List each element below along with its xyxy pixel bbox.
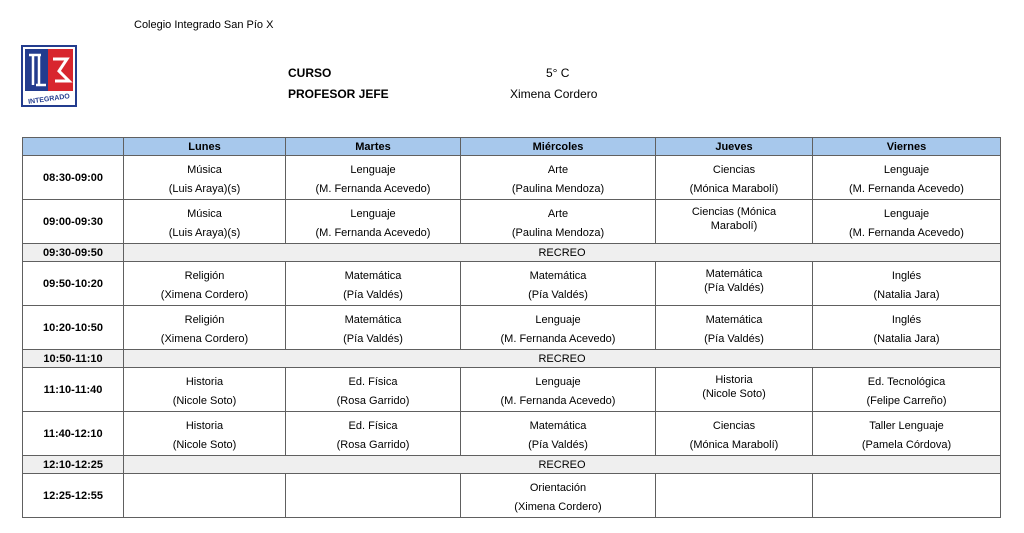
subject-name bbox=[286, 474, 460, 479]
subject-name: Inglés bbox=[891, 270, 922, 282]
time-slot: 12:10-12:25 bbox=[23, 456, 124, 474]
class-cell bbox=[656, 368, 813, 412]
teacher-name: (Pía Valdés) bbox=[343, 333, 403, 345]
subject-name: Música bbox=[187, 164, 222, 176]
lesson-row bbox=[23, 368, 1001, 412]
class-cell bbox=[813, 474, 1001, 518]
teacher-name: (Pía Valdés) bbox=[528, 439, 588, 451]
header-row bbox=[23, 138, 1001, 156]
class-cell bbox=[461, 306, 656, 350]
teacher-name: (Mónica Marabolí) bbox=[689, 183, 779, 195]
lesson-row bbox=[23, 412, 1001, 456]
corner-cell bbox=[23, 138, 124, 156]
day-header: Viernes bbox=[813, 138, 1001, 156]
subject-name: Lenguaje bbox=[535, 314, 581, 326]
class-cell bbox=[813, 156, 1001, 200]
subject-name: Lenguaje bbox=[883, 164, 930, 176]
day-header: Martes bbox=[286, 138, 461, 156]
class-cell bbox=[286, 156, 461, 200]
class-cell bbox=[813, 262, 1001, 306]
class-cell bbox=[813, 368, 1001, 412]
teacher-name: (M. Fernanda Acevedo) bbox=[500, 333, 616, 345]
subject-name: Lenguaje bbox=[350, 208, 396, 220]
teacher-name: (Luis Araya)(s) bbox=[168, 183, 241, 195]
class-cell bbox=[286, 412, 461, 456]
school-name: Colegio Integrado San Pío X bbox=[134, 19, 274, 31]
teacher-value: Ximena Cordero bbox=[510, 87, 598, 101]
recess-label: RECREO bbox=[124, 350, 1001, 368]
class-cell bbox=[656, 262, 813, 306]
teacher-name: (Mónica Marabolí) bbox=[689, 439, 779, 451]
class-cell bbox=[461, 156, 656, 200]
time-slot: 12:25-12:55 bbox=[23, 474, 124, 518]
time-slot: 08:30-09:00 bbox=[23, 156, 124, 200]
teacher-name: (Rosa Garrido) bbox=[336, 395, 410, 407]
subject-name: Lenguaje bbox=[350, 164, 396, 176]
teacher-name: (M. Fernanda Acevedo) bbox=[315, 183, 431, 195]
time-slot: 09:30-09:50 bbox=[23, 244, 124, 262]
class-cell bbox=[124, 306, 286, 350]
time-slot: 09:00-09:30 bbox=[23, 200, 124, 244]
class-cell bbox=[656, 200, 813, 244]
teacher-name: (Rosa Garrido) bbox=[336, 439, 410, 451]
teacher-name: (Pía Valdés) bbox=[704, 333, 764, 345]
subject-name: Matemática bbox=[705, 268, 763, 280]
subject-name: Ed. Tecnológica bbox=[867, 376, 946, 388]
recess-label: RECREO bbox=[124, 456, 1001, 474]
class-cell bbox=[461, 262, 656, 306]
teacher-name: (Nicole Soto) bbox=[172, 395, 237, 407]
subject-name: Historia bbox=[185, 376, 224, 388]
class-cell bbox=[124, 474, 286, 518]
class-cell bbox=[124, 200, 286, 244]
course-value: 5° C bbox=[546, 66, 570, 80]
subject-name: Ciencias bbox=[712, 420, 756, 432]
teacher-name: (Nicole Soto) bbox=[702, 388, 766, 400]
subject-name: Lenguaje bbox=[535, 376, 581, 388]
class-cell bbox=[286, 306, 461, 350]
time-slot: 11:10-11:40 bbox=[23, 368, 124, 412]
subject-name: Historia bbox=[185, 420, 224, 432]
class-cell bbox=[124, 412, 286, 456]
teacher-name: (Natalia Jara) bbox=[873, 289, 940, 301]
schedule-table bbox=[22, 137, 1001, 518]
teacher-name: (M. Fernanda Acevedo) bbox=[849, 227, 964, 239]
subject-name bbox=[656, 474, 812, 479]
subject-name: Orientación bbox=[529, 482, 587, 494]
subject-name: Ed. Física bbox=[348, 376, 398, 388]
class-cell bbox=[656, 474, 813, 518]
teacher-name: (Pía Valdés) bbox=[704, 282, 764, 294]
subject-name: Ed. Física bbox=[348, 420, 398, 432]
subject-name: Inglés bbox=[891, 314, 922, 326]
teacher-name: (Pamela Córdova) bbox=[861, 439, 952, 451]
class-cell bbox=[124, 262, 286, 306]
day-header: Jueves bbox=[656, 138, 813, 156]
class-cell bbox=[461, 200, 656, 244]
teacher-name: (Pía Valdés) bbox=[528, 289, 588, 301]
recess-label: RECREO bbox=[124, 244, 1001, 262]
day-header: Lunes bbox=[124, 138, 286, 156]
subject-name: Ciencias (Mónica bbox=[691, 206, 777, 218]
class-cell bbox=[813, 306, 1001, 350]
teacher-name: (M. Fernanda Acevedo) bbox=[315, 227, 431, 239]
day-header: Miércoles bbox=[461, 138, 656, 156]
subject-name: Arte bbox=[547, 208, 569, 220]
subject-name: Matemática bbox=[344, 314, 402, 326]
subject-name: Historia bbox=[715, 374, 753, 386]
recess-row bbox=[23, 350, 1001, 368]
lesson-row bbox=[23, 306, 1001, 350]
class-cell bbox=[286, 474, 461, 518]
svg-text:INTEGRADO: INTEGRADO bbox=[27, 93, 71, 106]
time-slot: 10:50-11:10 bbox=[23, 350, 124, 368]
class-cell bbox=[124, 368, 286, 412]
lesson-row bbox=[23, 474, 1001, 518]
teacher-name: (Felipe Carreño) bbox=[866, 395, 947, 407]
subject-name: Matemática bbox=[529, 270, 587, 282]
recess-row bbox=[23, 456, 1001, 474]
lesson-row bbox=[23, 156, 1001, 200]
teacher-name: (Paulina Mendoza) bbox=[511, 227, 605, 239]
subject-name: Matemática bbox=[344, 270, 402, 282]
class-cell bbox=[656, 306, 813, 350]
time-slot: 11:40-12:10 bbox=[23, 412, 124, 456]
subject-name: Música bbox=[187, 208, 222, 220]
subject-name: Religión bbox=[184, 314, 225, 326]
class-cell bbox=[286, 368, 461, 412]
time-slot: 09:50-10:20 bbox=[23, 262, 124, 306]
subject-name bbox=[813, 474, 1000, 479]
subject-name: Ciencias bbox=[712, 164, 756, 176]
class-cell bbox=[656, 412, 813, 456]
class-cell bbox=[286, 262, 461, 306]
teacher-label: PROFESOR JEFE bbox=[288, 87, 389, 101]
class-cell bbox=[461, 474, 656, 518]
class-cell bbox=[286, 200, 461, 244]
class-cell bbox=[461, 368, 656, 412]
teacher-name: (Luis Araya)(s) bbox=[168, 227, 241, 239]
subject-name: Lenguaje bbox=[883, 208, 930, 220]
time-slot: 10:20-10:50 bbox=[23, 306, 124, 350]
teacher-name: (M. Fernanda Acevedo) bbox=[849, 183, 964, 195]
recess-row bbox=[23, 244, 1001, 262]
teacher-name: (Natalia Jara) bbox=[873, 333, 940, 345]
class-cell bbox=[461, 412, 656, 456]
course-label: CURSO bbox=[288, 66, 332, 80]
class-cell bbox=[813, 412, 1001, 456]
subject-name: Arte bbox=[547, 164, 569, 176]
teacher-name: (Nicole Soto) bbox=[172, 439, 237, 451]
teacher-name: (Pía Valdés) bbox=[343, 289, 403, 301]
subject-name: Taller Lenguaje bbox=[869, 420, 944, 432]
subject-name: Religión bbox=[184, 270, 225, 282]
class-cell bbox=[813, 200, 1001, 244]
subject-name: Matemática bbox=[529, 420, 587, 432]
teacher-name: (Ximena Cordero) bbox=[160, 333, 249, 345]
subject-name bbox=[124, 474, 285, 479]
subject-name: Matemática bbox=[705, 314, 763, 326]
lesson-row bbox=[23, 200, 1001, 244]
lesson-row bbox=[23, 262, 1001, 306]
class-cell bbox=[124, 156, 286, 200]
teacher-name: (M. Fernanda Acevedo) bbox=[500, 395, 616, 407]
school-logo bbox=[21, 45, 77, 107]
teacher-name: (Paulina Mendoza) bbox=[511, 183, 605, 195]
teacher-name: Marabolí) bbox=[710, 220, 758, 232]
teacher-name: (Ximena Cordero) bbox=[514, 501, 602, 513]
class-cell bbox=[656, 156, 813, 200]
teacher-name: (Ximena Cordero) bbox=[160, 289, 249, 301]
